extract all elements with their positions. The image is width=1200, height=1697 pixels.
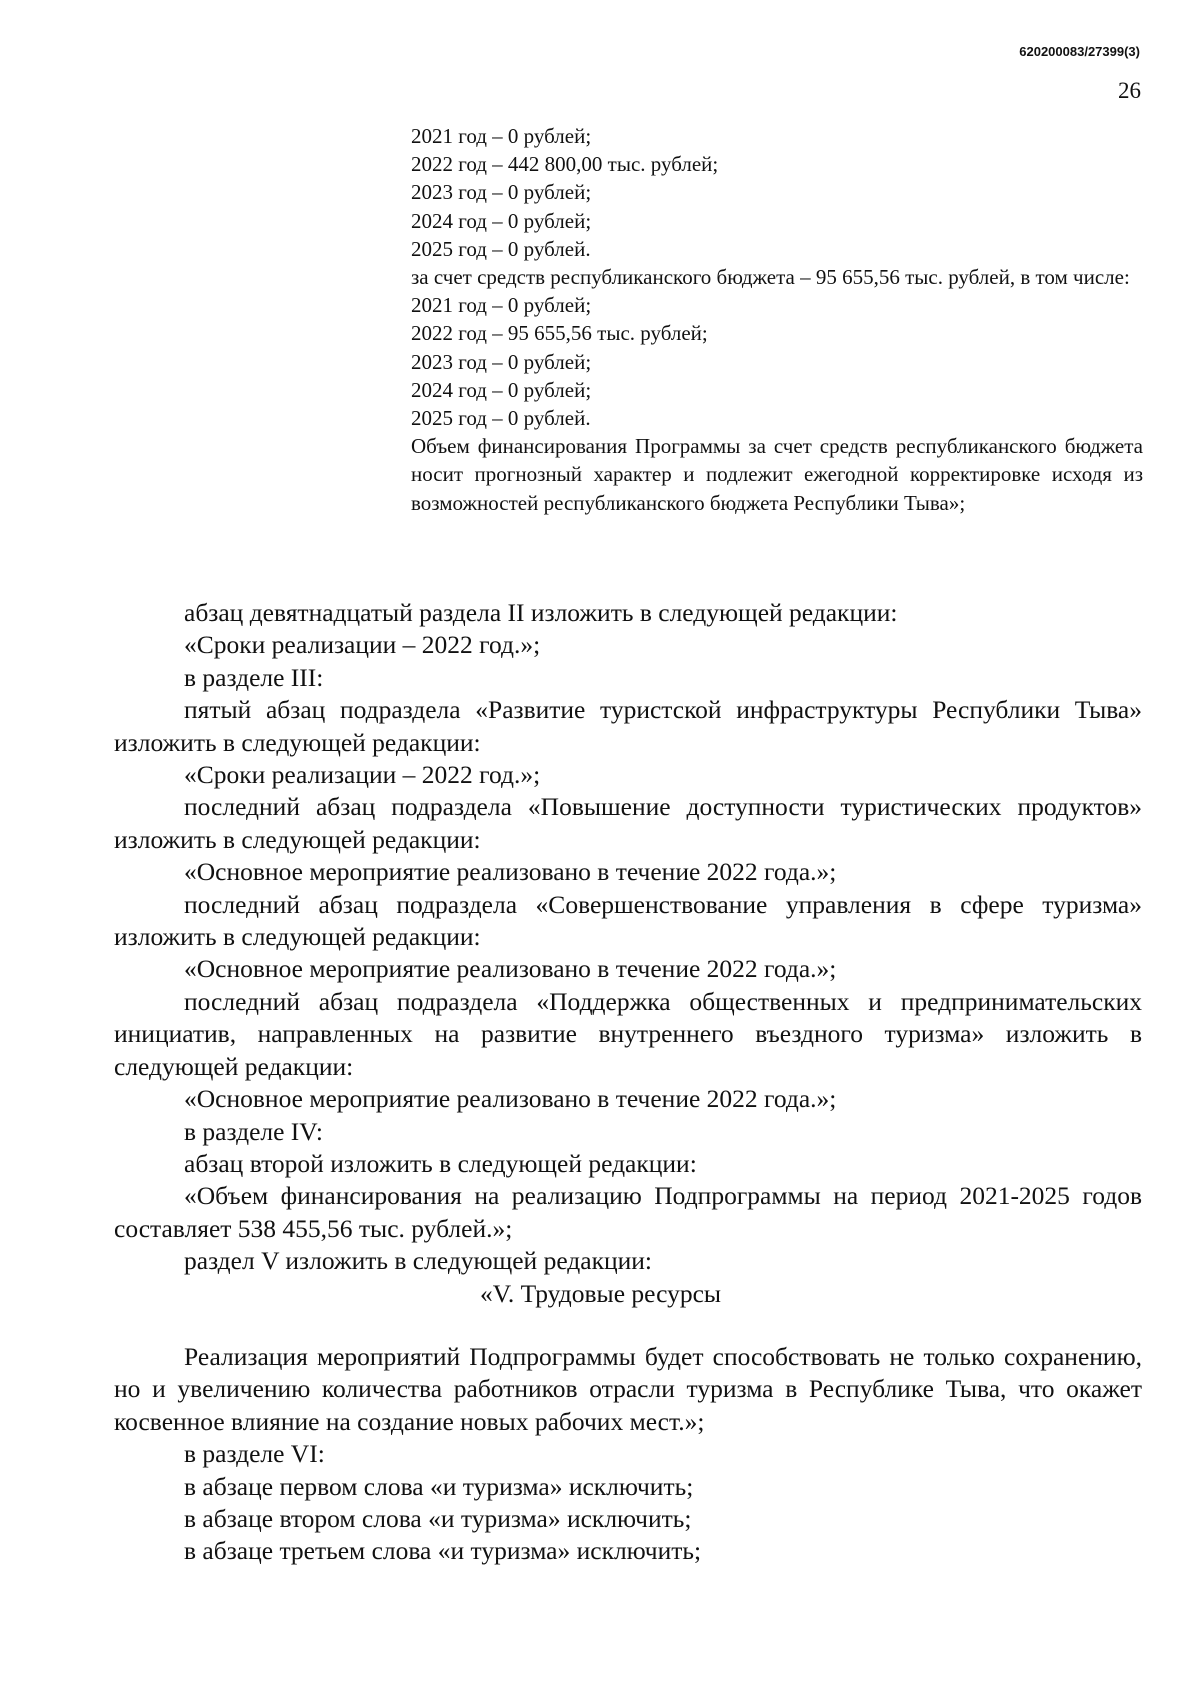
paragraph: абзац второй изложить в следующей редакции:	[184, 1148, 697, 1178]
paragraph: последний абзац подраздела «Совершенствование управления в сфере туризма» изложить в следующей редакции:	[114, 889, 1142, 952]
funding-line: 2025 год – 0 рублей.	[411, 406, 591, 431]
paragraph: «Сроки реализации – 2022 год.»;	[184, 630, 541, 660]
paragraph: абзац девятнадцатый раздела II изложить в следующей редакции:	[184, 598, 898, 627]
section-heading: «V. Трудовые ресурсы	[480, 1278, 722, 1308]
paragraph: в разделе IV:	[184, 1116, 323, 1146]
paragraph: «Основное мероприятие реализовано в течение 2022 года.»;	[184, 857, 837, 887]
paragraph: последний абзац подраздела «Повышение доступности туристических продуктов» изложить в следующей редакции:	[114, 792, 1142, 854]
funding-line: 2023 год – 0 рублей;	[411, 180, 592, 205]
funding-line: 2022 год – 95 655,56 тыс. рублей;	[411, 321, 708, 346]
spacer	[114, 1310, 1142, 1341]
funding-line: 2021 год – 0 рублей;	[411, 124, 592, 148]
funding-line: 2021 год – 0 рублей;	[411, 293, 592, 318]
paragraph: «Сроки реализации – 2022 год.»;	[184, 760, 541, 790]
page-number: 26	[1118, 78, 1141, 103]
paragraph: в абзаце втором слова «и туризма» исключить;	[184, 1503, 692, 1533]
paragraph: «Основное мероприятие реализовано в течение 2022 года.»;	[184, 1084, 837, 1114]
funding-line: 2024 год – 0 рублей;	[411, 208, 592, 233]
funding-line: 2024 год – 0 рублей;	[411, 377, 592, 402]
funding-line: за счет средств республиканского бюджета – 95 655,56 тыс. рублей, в том числе:	[411, 265, 1130, 290]
paragraph: пятый абзац подраздела «Развитие туристской инфраструктуры Республики Тыва» изложить в следующей редакции:	[114, 695, 1142, 757]
funding-line: 2022 год – 442 800,00 тыс. рублей;	[411, 152, 719, 177]
paragraph: в разделе VI:	[184, 1439, 325, 1469]
funding-note: Объем финансирования Программы за счет средств республиканского бюджета носит прогнозный характер и подлежит ежегодной корректировке исходя из возможностей республиканского бюджета Республики Тыва»;	[411, 434, 1143, 515]
paragraph: последний абзац подраздела «Поддержка общественных и предпринимательских инициатив, направленных на развитие внутреннего въездного туризма» изложить в следующей редакции:	[114, 986, 1142, 1081]
document-id: 620200083/27399(3)	[1019, 44, 1140, 59]
body-text	[114, 597, 1142, 1568]
funding-block	[411, 122, 1143, 517]
funding-line: 2025 год – 0 рублей.	[411, 236, 591, 261]
paragraph: раздел V изложить в следующей редакции:	[184, 1246, 653, 1276]
funding-line: 2023 год – 0 рублей;	[411, 349, 592, 374]
paragraph: в разделе III:	[184, 662, 324, 692]
paragraph: в абзаце третьем слова «и туризма» исключить;	[184, 1536, 702, 1566]
paragraph: «Объем финансирования на реализацию Подпрограммы на период 2021-2025 годов составляет 538 455,56 тыс. рублей.»;	[114, 1181, 1142, 1243]
paragraph: «Основное мероприятие реализовано в течение 2022 года.»;	[184, 954, 837, 984]
paragraph: в абзаце первом слова «и туризма» исключить;	[184, 1471, 694, 1501]
paragraph: Реализация мероприятий Подпрограммы будет способствовать не только сохранению, но и увеличению количества работников отрасли туризма в Республике Тыва, что окажет косвенное влияние на создание новых рабочих мест.»;	[114, 1341, 1142, 1436]
